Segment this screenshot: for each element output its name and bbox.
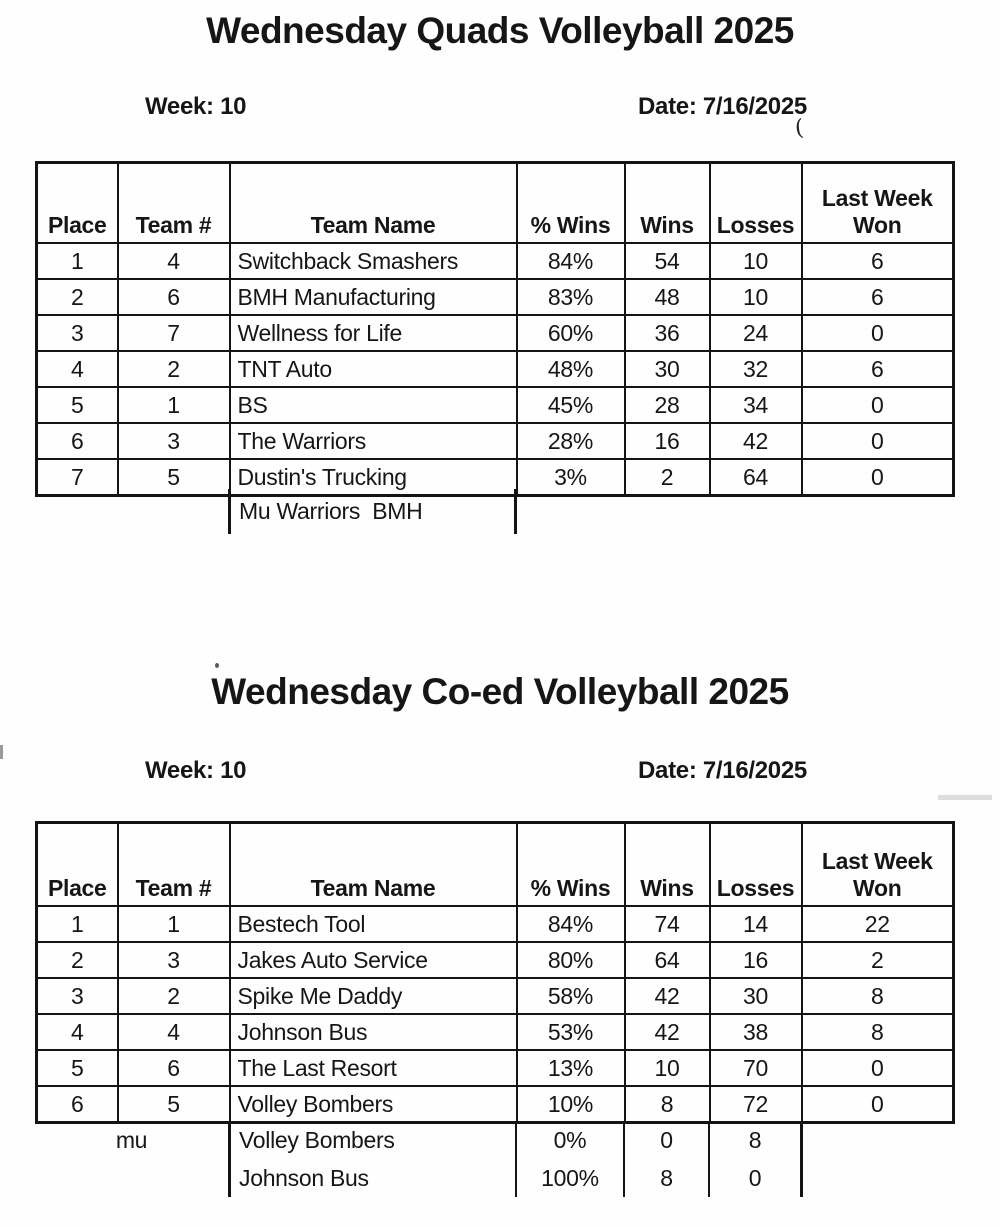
table-cell: 8 (802, 978, 954, 1014)
table-row (37, 351, 954, 387)
table-cell: 4 (118, 1014, 230, 1050)
table-cell: 84% (517, 243, 625, 279)
table-cell: 2 (118, 351, 230, 387)
table-cell: BS (230, 387, 517, 423)
table-row (37, 1086, 954, 1123)
table-cell: 6 (37, 1086, 118, 1123)
table-cell: TNT Auto (230, 351, 517, 387)
table-cell (35, 1159, 228, 1197)
table-cell: 0% (515, 1121, 623, 1159)
table-cell: 3 (37, 315, 118, 351)
table-cell: 16 (710, 942, 802, 978)
table-row (37, 243, 954, 279)
table-cell: Spike Me Daddy (230, 978, 517, 1014)
table-cell: 42 (625, 1014, 710, 1050)
table-cell: 7 (37, 459, 118, 496)
table-cell: Volley Bombers (228, 1121, 515, 1159)
table-cell: Jakes Auto Service (230, 942, 517, 978)
table-cell: 2 (37, 942, 118, 978)
column-header-place: Place (37, 823, 118, 907)
table-cell: 5 (118, 459, 230, 496)
table-row (35, 1159, 952, 1197)
section-title-quads: Wednesday Quads Volleyball 2025 (206, 10, 794, 51)
table-cell: 54 (625, 243, 710, 279)
table-cell: 34 (710, 387, 802, 423)
table-cell: 72 (710, 1086, 802, 1123)
table-cell: 0 (802, 1050, 954, 1086)
table-cell: 45% (517, 387, 625, 423)
table-cell: 30 (625, 351, 710, 387)
table-cell: BMH Manufacturing (230, 279, 517, 315)
scan-smudge-left (0, 745, 3, 759)
table-cell: 22 (802, 906, 954, 942)
table-cell: 8 (708, 1121, 800, 1159)
table-cell: Volley Bombers (230, 1086, 517, 1123)
table-cell: 4 (118, 243, 230, 279)
table-cell: 28 (625, 387, 710, 423)
table-cell: Bestech Tool (230, 906, 517, 942)
table-cell: The Warriors (230, 423, 517, 459)
table-cell: 6 (118, 279, 230, 315)
table-row (37, 279, 954, 315)
date-label: Date: 7/16/2025 (638, 93, 807, 120)
table-cell: 13% (517, 1050, 625, 1086)
table-cell: Johnson Bus (230, 1014, 517, 1050)
table-cell: 2 (802, 942, 954, 978)
table-cell: 38 (710, 1014, 802, 1050)
column-header-losses: Losses (710, 823, 802, 907)
table-cell: 42 (625, 978, 710, 1014)
table-cell: 16 (625, 423, 710, 459)
table-cell: 48% (517, 351, 625, 387)
table-row (37, 978, 954, 1014)
table-row (37, 423, 954, 459)
table-cell: 42 (710, 423, 802, 459)
column-header-team-number: Team # (118, 163, 230, 244)
table-cell: 2 (37, 279, 118, 315)
table-cell: 1 (37, 243, 118, 279)
table-row (37, 315, 954, 351)
table-cell: 32 (710, 351, 802, 387)
table-row (37, 387, 954, 423)
column-header-pct-wins: % Wins (517, 163, 625, 244)
table-cell: 64 (710, 459, 802, 496)
table-cell: Dustin's Trucking (230, 459, 517, 496)
table-cell: 10 (625, 1050, 710, 1086)
table-cell: 5 (37, 1050, 118, 1086)
table-cell: 3% (517, 459, 625, 496)
table-cell: 8 (625, 1086, 710, 1123)
table-cell: 3 (118, 942, 230, 978)
column-header-losses: Losses (710, 163, 802, 244)
table-cell: 7 (118, 315, 230, 351)
table-cell: 30 (710, 978, 802, 1014)
table-header-row (37, 163, 954, 244)
table-cell: 28% (517, 423, 625, 459)
table-cell: 64 (625, 942, 710, 978)
table-header-row (37, 823, 954, 907)
table-row (35, 1121, 952, 1159)
table-row (37, 942, 954, 978)
table-cell: 8 (802, 1014, 954, 1050)
table-cell: 100% (515, 1159, 623, 1197)
table-cell: 0 (623, 1121, 708, 1159)
table-cell: 1 (118, 906, 230, 942)
table-cell: 84% (517, 906, 625, 942)
week-label: Week: 10 (145, 93, 247, 120)
table-row (37, 1014, 954, 1050)
table-cell: 6 (37, 423, 118, 459)
column-header-pct-wins: % Wins (517, 823, 625, 907)
table-cell: Wellness for Life (230, 315, 517, 351)
table-cell: 6 (118, 1050, 230, 1086)
table-cell: 0 (802, 1086, 954, 1123)
column-header-team-name: Team Name (230, 823, 517, 907)
table-cell: 36 (625, 315, 710, 351)
table-cell: 0 (802, 459, 954, 496)
table-cell: 2 (625, 459, 710, 496)
section-title-coed: Wednesday Co-ed Volleyball 2025 (211, 671, 789, 712)
scan-smudge-corner (938, 795, 992, 800)
column-header-last-week-won: Last Week Won (802, 823, 954, 907)
table-cell: Johnson Bus (228, 1159, 515, 1197)
table-cell: 0 (708, 1159, 800, 1197)
table-cell: 1 (118, 387, 230, 423)
table-cell: 4 (37, 1014, 118, 1050)
makeup-rows (35, 1121, 952, 1197)
table-cell (800, 1121, 952, 1159)
table-cell: 58% (517, 978, 625, 1014)
table-cell: 6 (802, 243, 954, 279)
table-cell: 8 (623, 1159, 708, 1197)
table-cell: 5 (37, 387, 118, 423)
table-cell: 80% (517, 942, 625, 978)
table-cell: 14 (710, 906, 802, 942)
column-header-wins: Wins (625, 823, 710, 907)
table-cell: 0 (802, 315, 954, 351)
table-cell: 10 (710, 279, 802, 315)
table-cell: 0 (802, 423, 954, 459)
table-cell: 3 (118, 423, 230, 459)
table-cell: 74 (625, 906, 710, 942)
table-cell (800, 1159, 952, 1197)
note-row (228, 489, 517, 534)
table-cell: 53% (517, 1014, 625, 1050)
table-cell: 24 (710, 315, 802, 351)
table-row (37, 1050, 954, 1086)
table-cell: 10% (517, 1086, 625, 1123)
table-cell: 10 (710, 243, 802, 279)
column-header-team-name: Team Name (230, 163, 517, 244)
table-cell: 60% (517, 315, 625, 351)
week-label: Week: 10 (145, 757, 247, 784)
ink-dot (215, 663, 219, 668)
table-row (37, 906, 954, 942)
date-label: Date: 7/16/2025 (638, 757, 807, 784)
column-header-last-week-won: Last Week Won (802, 163, 954, 244)
quads-standings-table (35, 161, 955, 497)
table-cell: 2 (118, 978, 230, 1014)
note-text: Mu Warriors BMH (239, 498, 423, 524)
table-cell: 6 (802, 351, 954, 387)
table-cell: 1 (37, 906, 118, 942)
table-cell: The Last Resort (230, 1050, 517, 1086)
table-cell: 3 (37, 978, 118, 1014)
handwritten-mark: ( (793, 115, 805, 142)
column-header-place: Place (37, 163, 118, 244)
column-header-wins: Wins (625, 163, 710, 244)
makeup-label: mu (115, 1126, 148, 1153)
table-cell: 83% (517, 279, 625, 315)
table-cell: 0 (802, 387, 954, 423)
table-cell: 70 (710, 1050, 802, 1086)
table-cell: 5 (118, 1086, 230, 1123)
coed-standings-table (35, 821, 955, 1124)
table-cell: Switchback Smashers (230, 243, 517, 279)
table-cell: 6 (802, 279, 954, 315)
table-cell: 48 (625, 279, 710, 315)
column-header-team-number: Team # (118, 823, 230, 907)
table-cell: 4 (37, 351, 118, 387)
